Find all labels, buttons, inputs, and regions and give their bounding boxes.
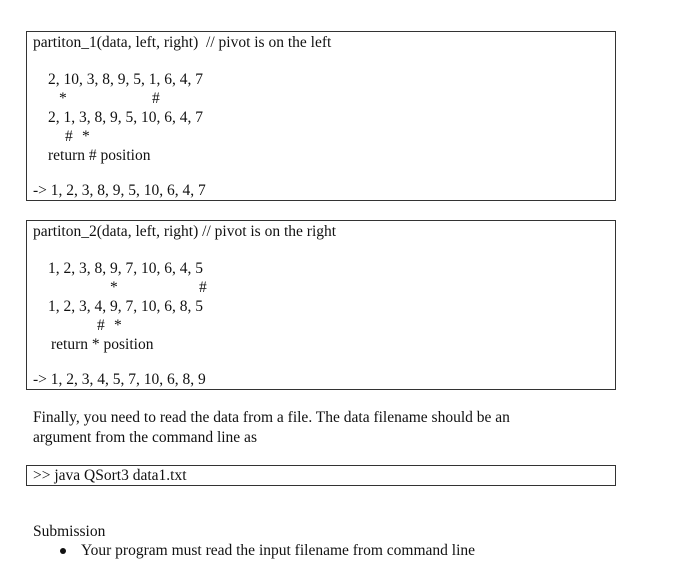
partition-1-array-initial: 2, 10, 3, 8, 9, 5, 1, 6, 4, 7: [48, 71, 203, 88]
partition-1-header: partiton_1(data, left, right) // pivot is on the left: [33, 34, 332, 51]
partition-1-result: -> 1, 2, 3, 8, 9, 5, 10, 6, 4, 7: [33, 182, 206, 199]
partition-1-box: [26, 31, 616, 201]
partition-1-array-swapped: 2, 1, 3, 8, 9, 5, 10, 6, 4, 7: [48, 109, 203, 126]
partition-2-hash-marker: #: [199, 279, 207, 296]
submission-bullet-1: Your program must read the input filename from command line: [81, 542, 476, 559]
partition-2-header: partiton_2(data, left, right) // pivot is on the right: [33, 223, 337, 240]
command-text: >> java QSort3 data1.txt: [33, 467, 187, 484]
partition-2-array-initial: 1, 2, 3, 8, 9, 7, 10, 6, 4, 5: [48, 260, 203, 277]
partition-2-hash-marker-2: #: [97, 317, 105, 334]
partition-2-array-swapped: 1, 2, 3, 4, 9, 7, 10, 6, 8, 5: [48, 298, 203, 315]
partition-2-return: return * position: [51, 336, 154, 353]
paragraph-line-1: Finally, you need to read the data from a file. The data filename should be an: [33, 409, 510, 426]
submission-heading: Submission: [33, 523, 106, 540]
bullet-dot-icon: [60, 548, 66, 554]
command-box: [26, 465, 616, 486]
partition-1-hash-marker-2: #: [65, 128, 73, 145]
partition-1-hash-marker: #: [152, 90, 160, 107]
partition-2-star-marker-2: *: [114, 317, 122, 334]
partition-1-star-marker: *: [59, 90, 67, 107]
paragraph-line-2: argument from the command line as: [33, 429, 257, 446]
partition-2-star-marker: *: [110, 279, 118, 296]
partition-1-star-marker-2: *: [82, 128, 90, 145]
partition-2-box: [26, 220, 616, 390]
partition-1-return: return # position: [48, 147, 151, 164]
partition-2-result: -> 1, 2, 3, 4, 5, 7, 10, 6, 8, 9: [33, 371, 206, 388]
